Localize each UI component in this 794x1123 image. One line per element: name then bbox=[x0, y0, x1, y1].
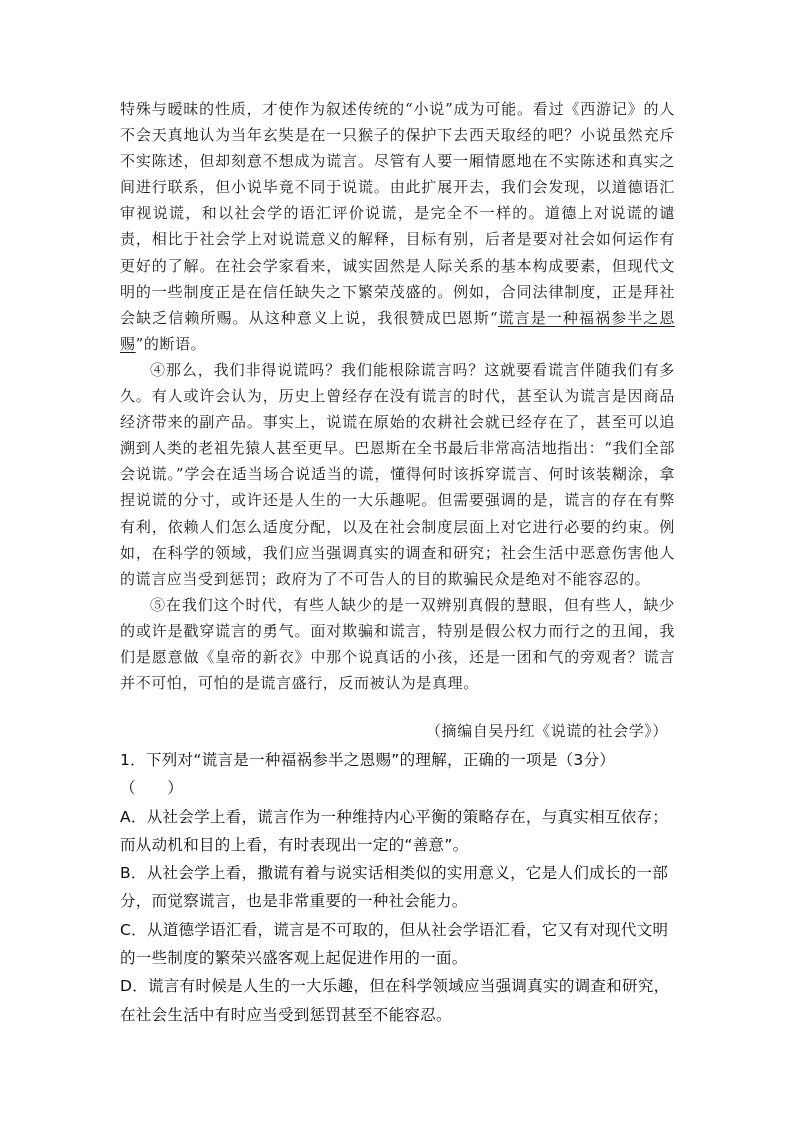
paragraph-4: ④那么，我们非得说谎吗？我们能根除谎言吗？这就要看谎言伴随我们有多久。有人或许会认为，历史上曾经存在没有谎言的时代，甚至认为谎言是因商品经济带来的副产品。事实上，说谎在原始的农耕社会就已经存在了，甚至可以追溯到人类的老祖先猿人甚至更早。巴恩斯在全书最后非常高洁地指出：“我们全部会说谎。”学会在适当场合说适当的谎，懂得何时该拆穿谎言、何时该装糊涂，拿捏说谎的分寸，或许还是人生的一大乐趣呢。但需要强调的是，谎言的存在有弊有利，依赖人们怎么适度分配，以及在社会制度层面上对它进行必要的约束。例如，在科学的领域，我们应当强调真实的调查和研究；社会生活中恶意伤害他人的谎言应当受到惩罚；政府为了不可告人的目的欺骗民众是绝对不能容忍的。 bbox=[120, 360, 675, 588]
paragraph-3-continued bbox=[120, 96, 675, 357]
option-d: D．谎言有时候是人生的一大乐趣，但在科学领域应当强调真实的调查和研究，在社会生活中有时应当受到惩罚甚至不能容忍。 bbox=[120, 977, 670, 1024]
option-b: B．从社会学上看，撒谎有着与说实话相类似的实用意义，它是人们成长的一部分，而觉察谎言，也是非常重要的一种社会能力。 bbox=[120, 864, 669, 911]
paragraph-3-text: 特殊与暧昧的性质，才使作为叙述传统的“小说”成为可能。看过《西游记》的人不会天真地认为当年玄奘是在一只猴子的保护下去西天取经的吧？小说虽然充斥不实陈述，但却刻意不想成为谎言。尽管有人要一厢情愿地在不实陈述和真实之间进行联系，但小说毕竟不同于说谎。由此扩展开去，我们会发现，以道德语汇审视说谎，和以社会学的语汇评价说谎，是完全不一样的。道德上对说谎的谴责，相比于社会学上对说谎意义的解释，目标有别，后者是要对社会如何运作有更好的了解。在社会学家看来，诚实固然是人际关系的基本构成要素，但现代文明的一些制度正是在信任缺失之下繁荣茂盛的。例如，合同法律制度，正是拜社会缺乏信赖所赐。从这种意义上说，我很赞成巴恩斯“ bbox=[120, 100, 675, 327]
source-citation: （摘编自吴丹红《说谎的社会学》） bbox=[425, 722, 668, 740]
reading-passage bbox=[120, 96, 675, 696]
option-a: A．从社会学上看，谎言作为一种维持内心平衡的策略存在，与真实相互依存；而从动机和目的上看，有时表现出一定的“善意”。 bbox=[120, 807, 669, 854]
question-section bbox=[120, 746, 680, 1029]
paragraph-3-end: ”的断语。 bbox=[135, 334, 207, 353]
option-c: C．从道德学语汇看，谎言是不可取的，但从社会学语汇看，它又有对现代文明的一些制度的繁荣兴盛客观上起促进作用的一面。 bbox=[120, 920, 669, 968]
paragraph-5: ⑤在我们这个时代，有些人缺少的是一双辨别真假的慧眼，但有些人，缺少的或许是戳穿谎言的勇气。面对欺骗和谎言，特别是假公权力而行之的丑闻，我们是愿意做《皇帝的新衣》中那个说真话的小孩，还是一团和气的旁观者？谎言并不可怕，可怕的是谎言盛行，反而被认为是真理。 bbox=[120, 595, 675, 693]
answer-blank: （ ） bbox=[120, 779, 184, 798]
underlined-quote: 谎言是一种福祸参半之恩赐 bbox=[120, 308, 675, 353]
question-1-stem: 1．下列对“谎言是一种福祸参半之恩赐”的理解，正确的一项是（3分） bbox=[120, 751, 616, 769]
